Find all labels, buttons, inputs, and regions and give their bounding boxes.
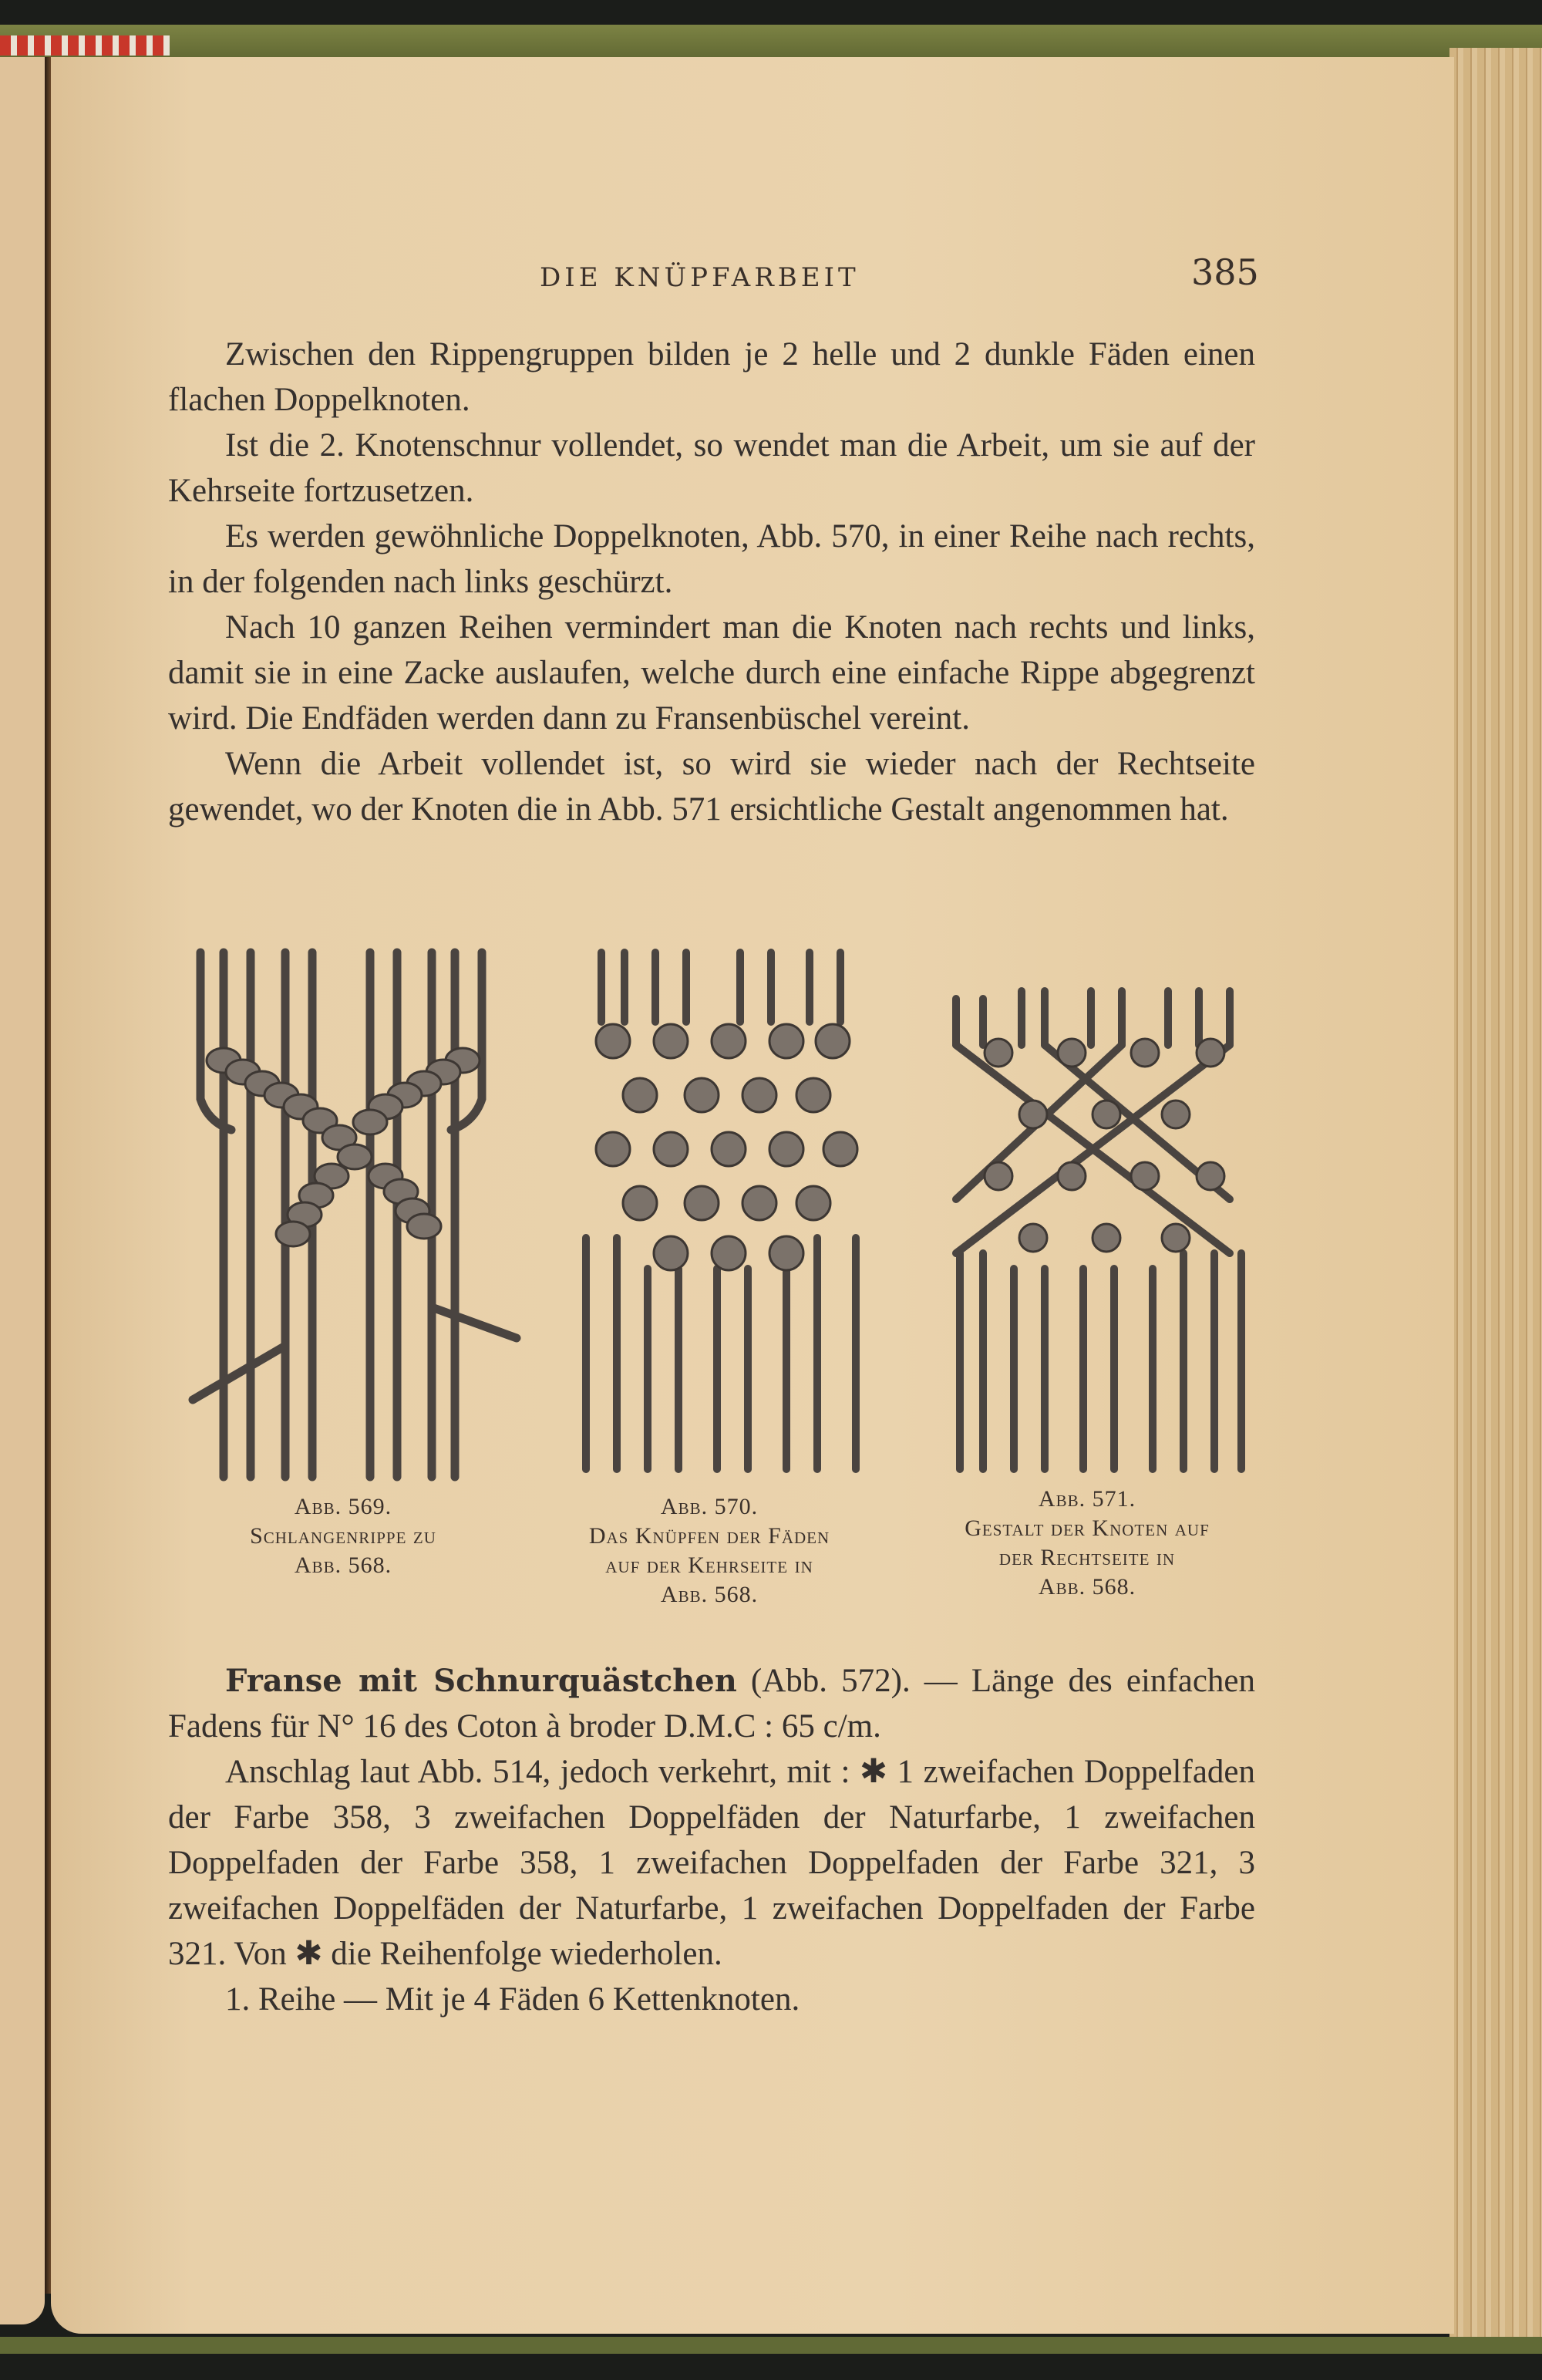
section-heading: Franse mit Schnurquästchen xyxy=(225,1663,737,1699)
figure-571-illustration xyxy=(937,945,1253,1485)
section-heading-rest: (Abb. 572). — Länge des einfachen Fadens für N° 16 des Coton à broder D.M.C : 65 c/m. xyxy=(168,1663,1255,1745)
page-edges xyxy=(1449,48,1542,2337)
caption-figure-569 xyxy=(185,1492,501,1580)
page-number: 385 xyxy=(1191,251,1259,293)
book-gutter xyxy=(45,57,51,2294)
paragraph: 1. Reihe — Mit je 4 Fäden 6 Kettenknoten. xyxy=(225,1981,800,2018)
paragraph: Zwischen den Rippengruppen bilden je 2 helle und 2 dunkle Fäden einen flachen Doppelknoten. xyxy=(168,336,1255,418)
caption-line: Abb. 568. xyxy=(294,1552,392,1578)
paragraph: Es werden gewöhnliche Doppelknoten, Abb. 570, in einer Reihe nach rechts, in der folgenden nach links geschürzt. xyxy=(168,518,1255,600)
caption-line: auf der Kehrseite in xyxy=(605,1552,813,1578)
caption-figure-571 xyxy=(914,1485,1261,1602)
book-binding-bottom xyxy=(0,2337,1542,2354)
paragraph: Ist die 2. Knotenschnur vollendet, so wendet man die Arbeit, um sie auf der Kehrseite fortzusetzen. xyxy=(168,427,1255,509)
caption-figure-570 xyxy=(536,1492,883,1610)
headband xyxy=(0,35,170,56)
caption-line: Abb. 568. xyxy=(660,1582,759,1607)
left-page-edge xyxy=(0,57,45,2324)
section-intro xyxy=(168,1658,1255,1749)
figure-captions xyxy=(177,1486,1272,1631)
chapter-title: DIE KNÜPFARBEIT xyxy=(540,262,860,293)
paragraph: Anschlag laut Abb. 514, jedoch verkehrt, mit : ✱ 1 zweifachen Doppelfaden der Farbe 358, 3 zweifachen Doppelfäden der Naturfarbe, 1 zweifachen Doppelfaden der Farbe 358, 1 zweifachen Doppelfaden der Farbe 321, 3 zweifachen Doppelfäden der Naturfarbe, 1 zweifachen Doppelfaden der Farbe 321. Von ✱ die Reihenfolge wiederholen. xyxy=(168,1754,1255,1972)
figure-row xyxy=(177,945,1272,1485)
section-fringe xyxy=(168,1658,1255,2022)
figure-569-illustration xyxy=(177,945,524,1485)
figure-label: Abb. 571. xyxy=(1038,1486,1136,1512)
body-text xyxy=(168,332,1255,832)
caption-line: Gestalt der Knoten auf xyxy=(965,1515,1210,1541)
paragraph: Wenn die Arbeit vollendet ist, so wird sie wieder nach der Rechtseite gewendet, wo der Knoten die in Abb. 571 ersichtliche Gestalt angenommen hat. xyxy=(168,746,1255,828)
paragraph: Nach 10 ganzen Reihen vermindert man die Knoten nach rechts und links, damit sie in eine Zacke auslaufen, welche durch eine einfache Rippe abgegrenzt wird. Die Endfäden werden dann zu Fransenbüschel vereint. xyxy=(168,609,1255,737)
caption-line: Schlangenrippe zu xyxy=(250,1523,436,1549)
caption-line: der Rechtseite in xyxy=(998,1545,1176,1570)
caption-line: Das Knüpfen der Fäden xyxy=(588,1523,830,1549)
book-binding-top xyxy=(0,25,1542,57)
figure-label: Abb. 569. xyxy=(294,1494,392,1519)
caption-line: Abb. 568. xyxy=(1038,1574,1136,1600)
figure-label: Abb. 570. xyxy=(660,1494,759,1519)
figure-570-illustration xyxy=(563,945,894,1485)
